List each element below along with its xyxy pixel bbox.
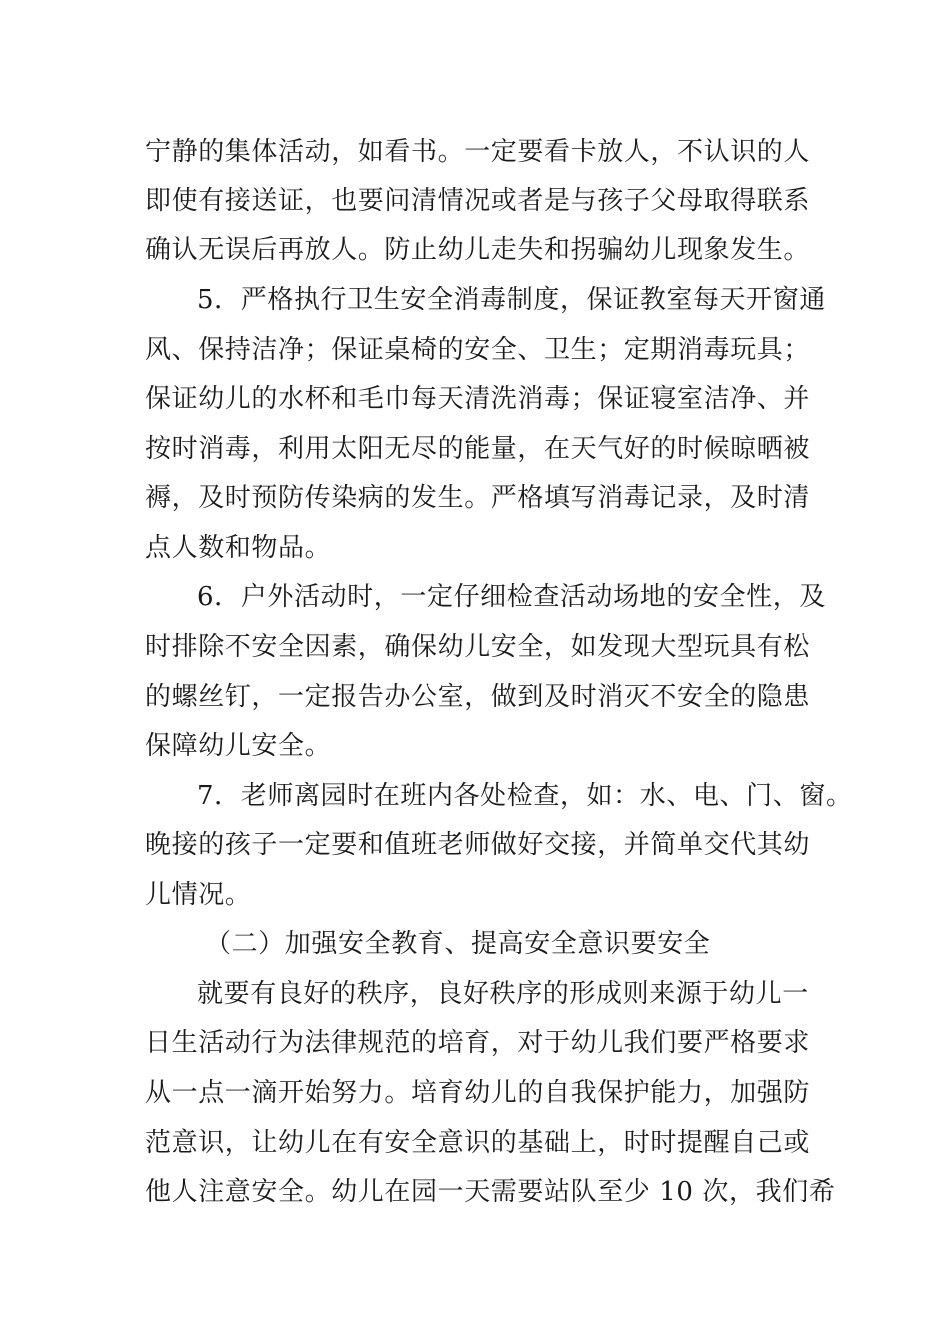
paragraph-item-7-start: 7．老师离园时在班内各处检查，如：水、电、门、窗。 — [197, 781, 853, 811]
text-line: 褥，及时预防传染病的发生。严格填写消毒记录，及时清 — [145, 483, 811, 513]
text-line: 他人注意安全。幼儿在园一天需要站队至少 10 次，我们希 — [145, 1177, 836, 1207]
text-line: 确认无误后再放人。防止幼儿走失和拐骗幼儿现象发生。 — [145, 235, 811, 265]
text-line: 即使有接送证，也要问清情况或者是与孩子父母取得联系 — [145, 186, 811, 216]
text-line: 的螺丝钉，一定报告办公室，做到及时消灭不安全的隐患 — [145, 682, 811, 712]
text-line: 日生活动行为法律规范的培育，对于幼儿我们要严格要求 — [145, 1028, 811, 1058]
text-line: 晚接的孩子一定要和值班老师做好交接，并简单交代其幼 — [145, 830, 811, 860]
text-line: 按时消毒，利用太阳无尽的能量，在天气好的时候晾晒被 — [145, 434, 811, 464]
text-line: 从一点一滴开始努力。培育幼儿的自我保护能力，加强防 — [145, 1078, 811, 1108]
text-line: 儿情况。 — [145, 880, 252, 910]
paragraph-start: 就要有良好的秩序，良好秩序的形成则来源于幼儿一 — [197, 979, 809, 1009]
text-line: 宁静的集体活动，如看书。一定要看卡放人，不认识的人 — [145, 137, 811, 167]
text-line: 保证幼儿的水杯和毛巾每天清洗消毒；保证寝室洁净、并 — [145, 384, 811, 414]
text-line: 风、保持洁净；保证桌椅的安全、卫生；定期消毒玩具； — [145, 335, 811, 365]
section-heading: （二）加强安全教育、提高安全意识要安全 — [205, 929, 711, 959]
text-line: 范意识，让幼儿在有安全意识的基础上，时时提醒自己或 — [145, 1128, 811, 1158]
paragraph-item-5-start: 5．严格执行卫生安全消毒制度，保证教室每天开窗通 — [197, 285, 826, 315]
text-line: 点人数和物品。 — [145, 533, 332, 563]
text-line: 保障幼儿安全。 — [145, 731, 332, 761]
paragraph-item-6-start: 6．户外活动时，一定仔细检查活动场地的安全性，及 — [197, 582, 826, 612]
text-line: 时排除不安全因素，确保幼儿安全，如发现大型玩具有松 — [145, 632, 811, 662]
